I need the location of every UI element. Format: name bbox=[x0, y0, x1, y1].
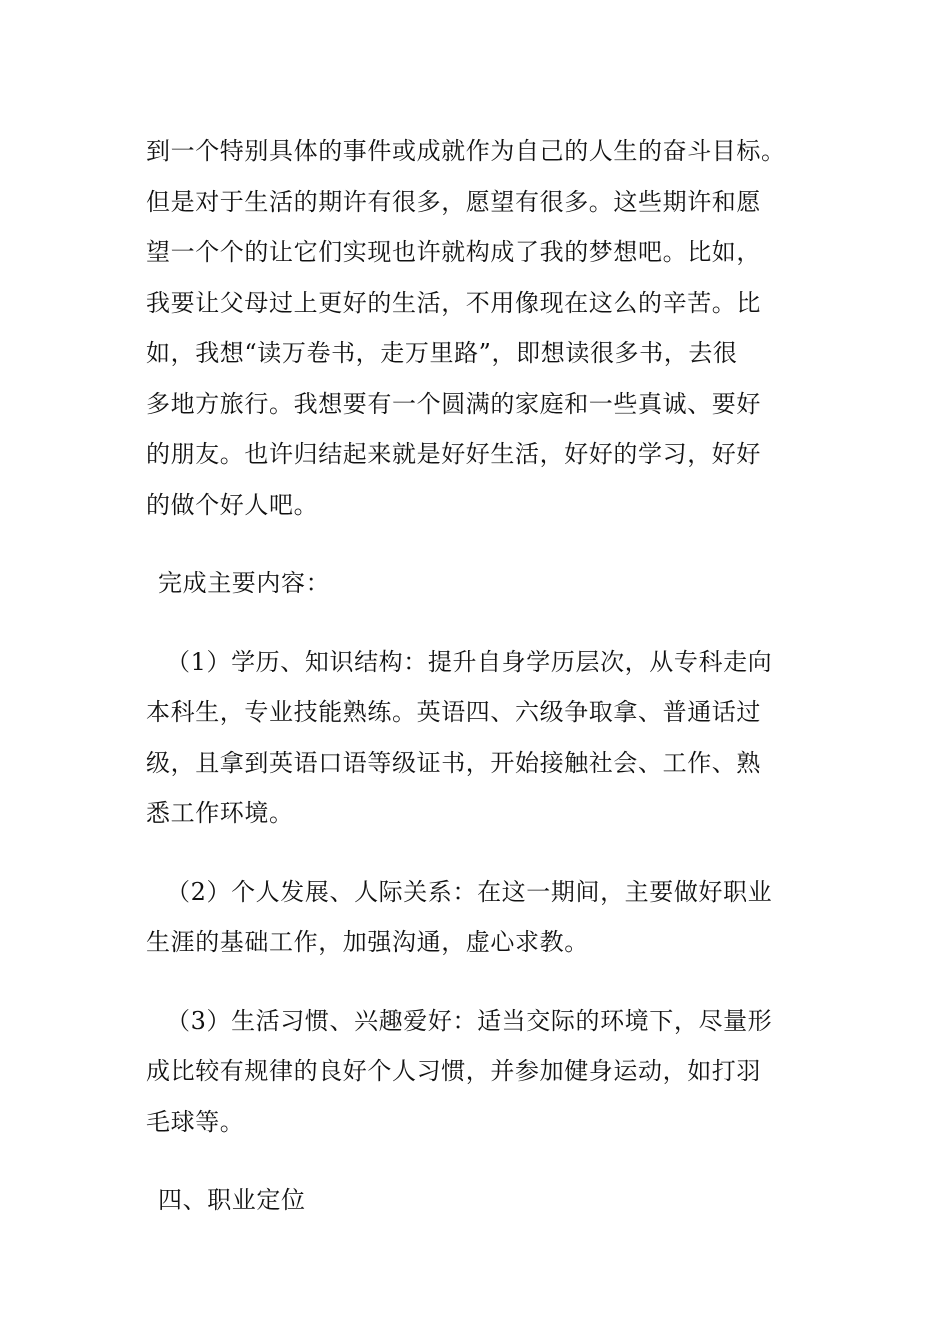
text-line: 本科生，专业技能熟练。英语四、六级争取拿、普通话过 bbox=[146, 698, 761, 726]
intro-paragraph bbox=[146, 126, 806, 530]
text-line: 但是对于生活的期许有很多，愿望有很多。这些期许和愿 bbox=[146, 187, 761, 216]
text-line: 望一个个的让它们实现也许就构成了我的梦想吧。比如， bbox=[146, 238, 761, 266]
document-body bbox=[146, 126, 806, 1226]
paragraph-spacer bbox=[146, 1147, 806, 1175]
paragraph-spacer bbox=[146, 530, 806, 558]
main-content-heading: 完成主要内容： bbox=[158, 569, 331, 597]
paragraph-spacer bbox=[146, 609, 806, 637]
text-line: 我要让父母过上更好的生活，不用像现在这么的辛苦。比 bbox=[146, 288, 761, 317]
text-line: 如，我想“读万卷书，走万里路”，即想读很多书，去很 bbox=[146, 339, 738, 367]
paragraph-spacer bbox=[146, 968, 806, 996]
text-line: 生涯的基础工作，加强沟通，虚心求教。 bbox=[146, 928, 589, 956]
list-item-habits bbox=[146, 996, 806, 1148]
text-line: 多地方旅行。我想要有一个圆满的家庭和一些真诚、要好 bbox=[146, 389, 761, 418]
text-line: 的做个好人吧。 bbox=[146, 490, 319, 519]
list-item-education bbox=[146, 637, 806, 839]
text-line: 悉工作环境。 bbox=[146, 799, 294, 827]
text-line: （1）学历、知识结构：提升自身学历层次，从专科走向 bbox=[166, 647, 773, 676]
text-line: （3）生活习惯、兴趣爱好：适当交际的环境下，尽量形 bbox=[166, 1006, 773, 1035]
list-item-personal-development bbox=[146, 867, 806, 968]
text-line: 成比较有规律的良好个人习惯，并参加健身运动，如打羽 bbox=[146, 1057, 761, 1085]
text-line: 到一个特别具体的事件或成就作为自己的人生的奋斗目标。 bbox=[146, 137, 786, 165]
paragraph-spacer bbox=[146, 839, 806, 867]
text-line: （2）个人发展、人际关系：在这一期间，主要做好职业 bbox=[166, 877, 773, 906]
text-line: 毛球等。 bbox=[146, 1107, 245, 1136]
text-line: 级，且拿到英语口语等级证书，开始接触社会、工作、熟 bbox=[146, 748, 761, 777]
section-heading: 四、职业定位 bbox=[158, 1186, 306, 1214]
text-line: 的朋友。也许归结起来就是好好生活，好好的学习，好好 bbox=[146, 440, 761, 468]
